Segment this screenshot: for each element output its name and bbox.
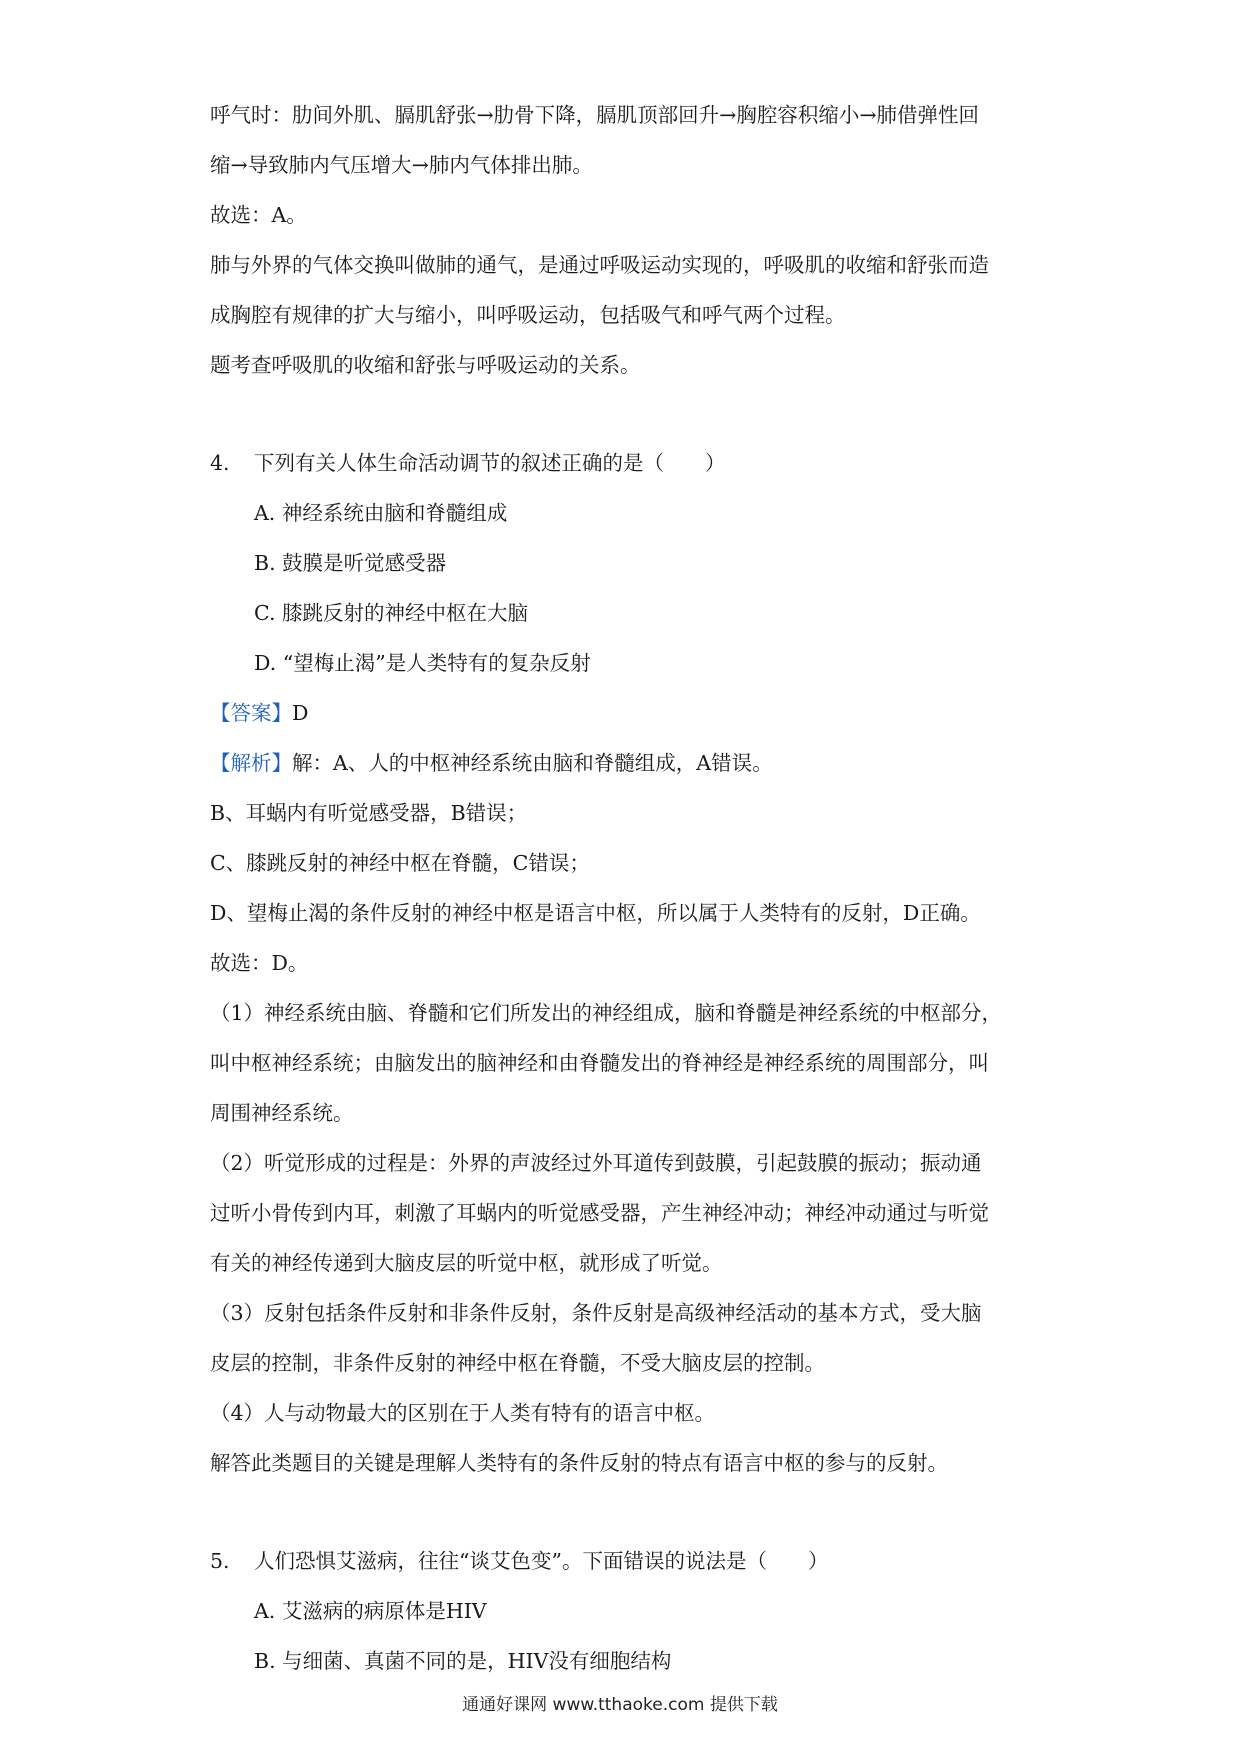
analysis-line: 周围神经系统。 bbox=[210, 1101, 354, 1125]
analysis-line: （3）反射包括条件反射和非条件反射，条件反射是高级神经活动的基本方式，受大脑 bbox=[210, 1301, 982, 1325]
question-5-option-a: A. 艾滋病的病原体是HIV bbox=[254, 1599, 487, 1623]
analysis-line: （4）人与动物最大的区别在于人类有特有的语言中枢。 bbox=[210, 1401, 716, 1425]
question-4-option-c: C. 膝跳反射的神经中枢在大脑 bbox=[254, 601, 528, 625]
analysis-line: （1）神经系统由脑、脊髓和它们所发出的神经组成，脑和脊髓是神经系统的中枢部分， bbox=[210, 1001, 1003, 1025]
answer-value: D bbox=[292, 701, 309, 725]
text-line: 故选：A。 bbox=[210, 203, 307, 227]
text-line: 成胸腔有规律的扩大与缩小，叫呼吸运动，包括吸气和呼气两个过程。 bbox=[210, 303, 846, 327]
analysis-line: B、耳蜗内有听觉感受器，B错误； bbox=[210, 801, 528, 825]
question-5-option-b: B. 与细菌、真菌不同的是，HIV没有细胞结构 bbox=[254, 1649, 672, 1673]
analysis-line: 解答此类题目的关键是理解人类特有的条件反射的特点有语言中枢的参与的反射。 bbox=[210, 1451, 948, 1475]
question-4-stem bbox=[210, 448, 1050, 478]
question-4-option-a: A. 神经系统由脑和脊髓组成 bbox=[254, 501, 508, 525]
analysis-line: D、望梅止渴的条件反射的神经中枢是语言中枢，所以属于人类特有的反射，D正确。 bbox=[210, 901, 981, 925]
question-number: 4. bbox=[210, 451, 230, 475]
analysis-line: （2）听觉形成的过程是：外界的声波经过外耳道传到鼓膜，引起鼓膜的振动；振动通 bbox=[210, 1151, 982, 1175]
question-text: 人们恐惧艾滋病，往往“谈艾色变”。下面错误的说法是（ ） bbox=[254, 1549, 829, 1573]
analysis-line bbox=[210, 748, 1050, 778]
analysis-line: 过听小骨传到内耳，刺激了耳蜗内的听觉感受器，产生神经冲动；神经冲动通过与听觉 bbox=[210, 1201, 989, 1225]
text-line: 肺与外界的气体交换叫做肺的通气，是通过呼吸运动实现的，呼吸肌的收缩和舒张而造 bbox=[210, 253, 989, 277]
question-text: 下列有关人体生命活动调节的叙述正确的是（ ） bbox=[254, 451, 726, 475]
page-footer: 通通好课网 www.tthaoke.com 提供下载 bbox=[462, 1695, 778, 1715]
analysis-line: 故选：D。 bbox=[210, 951, 309, 975]
analysis-line: C、膝跳反射的神经中枢在脊髓，C错误； bbox=[210, 851, 590, 875]
answer-line bbox=[210, 698, 1050, 728]
analysis-text: 解：A、人的中枢神经系统由脑和脊髓组成，A错误。 bbox=[292, 751, 773, 775]
question-number: 5. bbox=[210, 1549, 230, 1573]
question-4-option-d: D. “望梅止渴”是人类特有的复杂反射 bbox=[254, 651, 591, 675]
document-page bbox=[210, 100, 1050, 1676]
text-line: 呼气时：肋间外肌、膈肌舒张→肋骨下降，膈肌顶部回升→胸腔容积缩小→肺借弹性回 bbox=[210, 103, 980, 127]
text-line: 缩→导致肺内气压增大→肺内气体排出肺。 bbox=[210, 153, 593, 177]
analysis-line: 叫中枢神经系统；由脑发出的脑神经和由脊髓发出的脊神经是神经系统的周围部分，叫 bbox=[210, 1051, 989, 1075]
analysis-tag: 【解析】 bbox=[210, 751, 292, 775]
analysis-line: 有关的神经传递到大脑皮层的听觉中枢，就形成了听觉。 bbox=[210, 1251, 723, 1275]
answer-tag: 【答案】 bbox=[210, 701, 292, 725]
question-4-option-b: B. 鼓膜是听觉感受器 bbox=[254, 551, 447, 575]
analysis-line: 皮层的控制，非条件反射的神经中枢在脊髓，不受大脑皮层的控制。 bbox=[210, 1351, 825, 1375]
question-5-stem bbox=[210, 1546, 1050, 1576]
text-line: 题考查呼吸肌的收缩和舒张与呼吸运动的关系。 bbox=[210, 353, 641, 377]
